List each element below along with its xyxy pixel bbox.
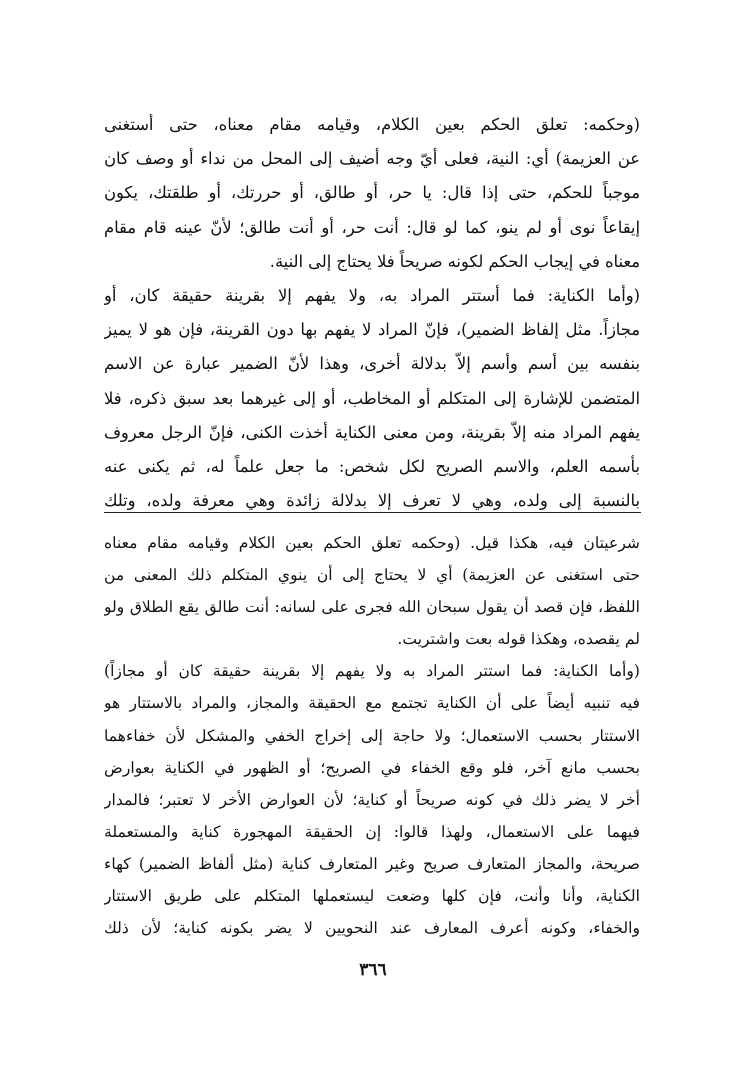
commentary-text-line: فيهما على الاستعمال، ولهذا قالوا: إن الحقيقة المهجورة كناية والمستعملة [104, 822, 640, 841]
commentary-text-line: حتى استغنى عن العزيمة) أي لا يحتاج إلى أن ينوي المتكلم ذلك المعنى من [104, 566, 640, 585]
commentary-text-block [104, 527, 640, 944]
commentary-text-line: (وأما الكناية: فما استتر المراد به ولا يفهم إلا بقرينة حقيقة كان أو مجازاً) [104, 662, 640, 681]
main-text-line: بنفسه بين أسم وأسم إلاّ بدلالة أخرى، وهذا لأنّ الضمير عبارة عن الاسم [104, 354, 640, 374]
commentary-text-line: شرعيتان فيه، هكذا قيل. (وحكمه تعلق الحكم بعين الكلام وقيامه مقام معناه [104, 534, 640, 552]
page-number: ٣٦٦ [359, 960, 387, 980]
main-text-line: معناه في إيجاب الحكم لكونه صريحاً فلا يحتاج إلى النية. [269, 251, 640, 271]
commentary-text-line: لم يقصده، وهكذا قوله بعت واشتريت. [397, 630, 640, 649]
main-text-line: (وأما الكناية: فما أستتر المراد به، ولا يفهم إلا بقرينة حقيقة كان، أو [104, 285, 640, 305]
commentary-text-line: فيه تنبيه أيضاً على أن الكناية تجتمع مع الحقيقة والمجاز، والمراد بالاستتار هو [104, 694, 640, 713]
commentary-text-line: صريحة، والمجاز المتعارف صريح وغير المتعارف كناية (مثل ألفاظ الضمير) كهاء [104, 854, 640, 873]
main-text-line: (وحكمه: تعلق الحكم بعين الكلام، وقيامه مقام معناه، حتى أستغنى [104, 115, 640, 134]
main-text-block [104, 108, 640, 518]
commentary-text-line: الكناية، وأنا وأنت، فإن كلها وضعت ليستعملها المتكلم على طريق الاستتار [104, 887, 640, 906]
main-text-line: يفهم المراد منه إلاّ بقرينة، ومن معنى الكناية أخذت الكنى، فإنّ الرجل معروف [104, 422, 640, 442]
main-text-line: إيقاعاً نوى أو لم ينو، كما لو قال: أنت حر، أو أنت طالق؛ لأنّ عينه قام مقام [104, 217, 640, 237]
commentary-text-line: بحسب مانع آخر، فلو وقع الخفاء في الصريح؛ أو الظهور في الكناية بعوارض [104, 758, 640, 777]
main-text-line: موجباً للحكم، حتى إذا قال: يا حر، أو طالق، أو حررتك، أو طلقتك، يكون [104, 183, 640, 203]
commentary-text-line: اللفظ، فإن قصد أن يقول سبحان الله فجرى على لسانه: أنت طالق يقع الطلاق ولو [104, 598, 640, 617]
commentary-text-line: الاستتار بحسب الاستعمال؛ ولا حاجة إلى إخراج الخفي والمشكل لأن خفاءهما [104, 726, 640, 745]
main-text-line: بأسمه العلم، والاسم الصريح لكل شخص: ما جعل علماً له، ثم يكنى عنه [104, 456, 640, 476]
commentary-text-line: أخر لا يضر ذلك في كونه صريحاً أو كناية؛ لأن العوارض الأخر لا تعتبر؛ فالمدار [104, 790, 640, 809]
main-text-line: عن العزيمة) أي: النية، فعلى أيّ وجه أضيف إلى المحل من نداء أو وصف كان [104, 149, 640, 169]
footnote-divider [104, 512, 641, 513]
commentary-text-line: والخفاء، وكونه أعرف المعارف عند النحويين لا يضر بكونه كناية؛ لأن ذلك [104, 919, 640, 938]
main-text-line: بالنسبة إلى ولده، وهي لا تعرف إلا بدلالة زائدة وهي معرفة ولده، وتلك [104, 491, 640, 511]
main-text-line: مجازاً. مثل إلفاظ الضمير)، فإنّ المراد لا يفهم بها دون القرينة، فإن هو لا يميز [104, 320, 640, 340]
main-text-line: المتضمن للإشارة إلى المتكلم أو المخاطب، أو إلى غيرهما بعد سبق ذكره، فلا [104, 388, 640, 408]
